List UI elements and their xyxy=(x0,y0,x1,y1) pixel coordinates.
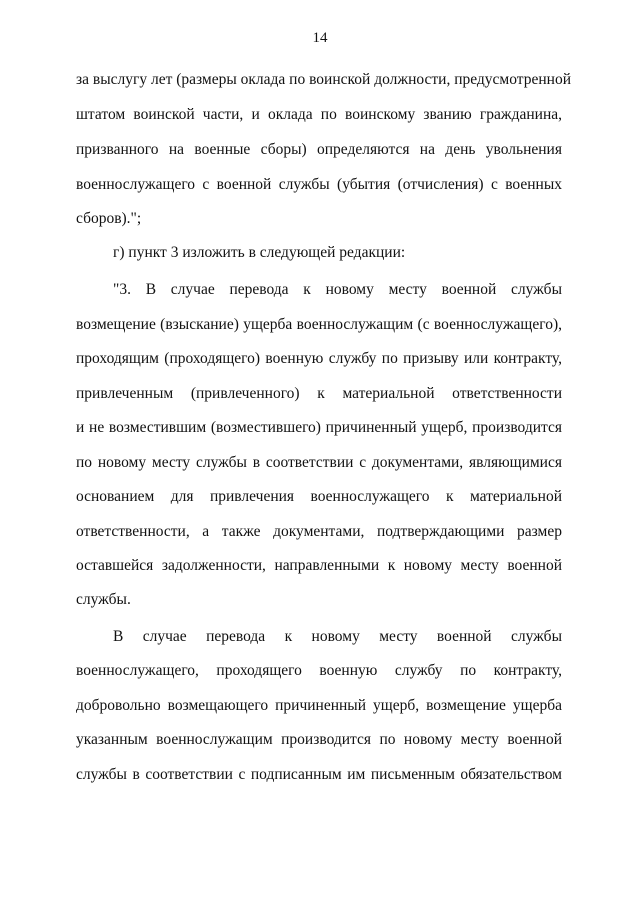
text-line: проходящим (проходящего) военную службу по призыву или контракту, xyxy=(76,350,562,367)
text-line: основанием для привлечения военнослужащего к материальной xyxy=(76,488,562,505)
text-line: сборов)."; xyxy=(76,210,142,227)
text-line: призванного на военные сборы) определяются на день увольнения xyxy=(76,141,562,158)
text-line: военнослужащего с военной службы (убытия (отчисления) с военных xyxy=(76,176,562,193)
text-line: привлеченным (привлеченного) к материальной ответственности xyxy=(76,385,562,402)
text-line: указанным военнослужащим производится по новому месту военной xyxy=(76,731,562,748)
text-line: за выслугу лет (размеры оклада по воинской должности, предусмотренной xyxy=(76,71,572,88)
text-line: добровольно возмещающего причиненный ущерб, возмещение ущерба xyxy=(76,697,562,714)
text-line: и не возместившим (возместившего) причиненный ущерб, производится xyxy=(76,419,562,436)
text-line: штатом воинской части, и оклада по воинскому званию гражданина, xyxy=(76,106,562,123)
text-line: г) пункт 3 изложить в следующей редакции: xyxy=(113,244,406,261)
text-line: службы в соответствии с подписанным им письменным обязательством xyxy=(76,766,562,783)
text-line: по новому месту службы в соответствии с документами, являющимися xyxy=(76,454,562,471)
text-line: оставшейся задолженности, направленными к новому месту военной xyxy=(76,557,562,574)
text-line: службы. xyxy=(76,591,131,608)
text-line: ответственности, а также документами, подтверждающими размер xyxy=(76,523,562,540)
text-line: военнослужащего, проходящего военную службу по контракту, xyxy=(76,662,562,679)
text-line: возмещение (взыскание) ущерба военнослужащим (с военнослужащего), xyxy=(76,316,562,333)
text-line: В случае перевода к новому месту военной службы xyxy=(113,628,562,645)
page-number: 14 xyxy=(312,30,328,46)
text-line: "3. В случае перевода к новому месту военной службы xyxy=(113,281,562,298)
